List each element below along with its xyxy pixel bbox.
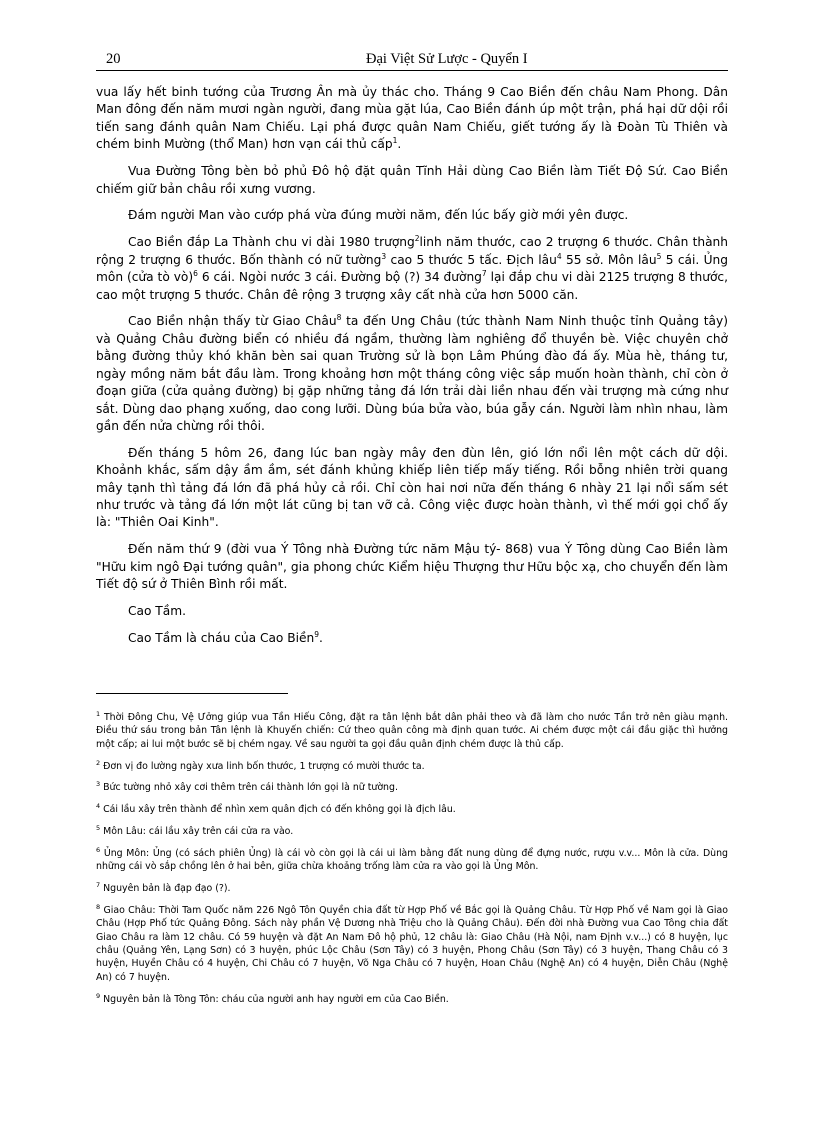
paragraph-7: Đến năm thứ 9 (đời vua Ý Tông nhà Đường tức năm Mậu tý- 868) vua Ý Tông dùng Cao Biền làm "Hữu kim ngô Đại tướng quân", gia phong chức Kiểm hiệu Thượng thư Hữu bộc xạ, cho chuyển đến làm Tiết độ sứ ở Thiên Bình rồi mất. (96, 542, 728, 592)
paragraph-1: vua lấy hết binh tướng của Trương Ân mà ủy thác cho. Tháng 9 Cao Biền đến châu Nam Phong. Dân Man đông đến năm mươi ngàn người, đang mùa gặt lúa, Cao Biền đánh úp một trận, phá hại dữ dội rồi tiến sang đánh quân Nam Chiếu. Lại phá được quân Nam Chiếu, giết tướng ấy là Đoàn Tù Thiên và chém binh Mường (thổ Man) hơn vạn cái thủ cấp$^1$. (96, 85, 728, 152)
footnote-7: $^7$ Nguyên bản là đạp đạo (?). (96, 880, 231, 894)
footnotes (96, 711, 728, 1014)
footnote-2: $^2$ Đơn vị đo lường ngày xưa linh bốn thước, 1 trượng có mười thước ta. (96, 758, 425, 772)
footnote-6: $^6$ Ủng Môn: Ủng (có sách phiên Ủng) là cái vò còn gọi là cái ui làm bằng đất nung dùng để đựng nước, rượu v.v... Môn là cửa. Dùng những cái vò sắp chồng lên ở hai bên, giữa chừa khoảng trống làm cửa ra vào gọi là Ủng Môn. (96, 845, 729, 873)
footnote-4: $^4$ Cái lầu xây trên thành để nhìn xem quân địch có đến không gọi là địch lâu. (96, 802, 456, 816)
footnote-9: $^9$ Nguyên bản là Tòng Tôn: cháu của người anh hay người em của Cao Biền. (96, 991, 449, 1005)
paragraph-5: Cao Biền nhận thấy từ Giao Châu$^8$ ta đến Ung Châu (tức thành Nam Ninh thuộc tỉnh Quảng tây) và Quảng Châu đường biển có nhiều đá ngầm, thường làm nghiêng đổ thuyền bè. Việc chuyên chở bằng đường thủy khó khăn bèn sai quan Trường sử là bọn Lâm Phúng đào đá ấy. Mùa hè, tháng tư, ngày mồng năm bắt đầu làm. Trong khoảng hơn một tháng công việc sắp muốn hoàn thành, chỉ còn ở đoạn giữa (cửa quảng đường) bị gặp những tảng đá lớn trải dài liền nhau đến vài trượng mà cứng như sắt. Dùng dao phạng xuống, dao cong lưỡi. Dùng búa bửa vào, búa gẫy cán. Người làm nhìn nhau, làm gần đến nửa chừng rồi thôi. (96, 313, 728, 433)
page-number: 20 (106, 51, 121, 67)
footnote-ref-2[interactable]: 2 (414, 234, 420, 244)
footnote-ref-7[interactable]: 7 (481, 269, 487, 279)
paragraph-6: Đến tháng 5 hôm 26, đang lúc ban ngày mây đen đùn lên, gió lớn nổi lên một cách dữ dội. Khoảnh khắc, sấm dậy ầm ầm, sét đánh khủng khiếp liên tiếp mấy tiếng. Rồi bỗng nhiên trời quang mây tạnh thì tảng đá lớn đã phá hủy cả rồi. Chỉ còn hai nơi nữa đến tháng 6 nhày 21 lại nổi sấm sét như trước và tảng đá lớn một lát cũng bị tan vỡ cả. Công việc được hoàn thành, vì thế mới gọi chổ ấy là: "Thiên Oai Kinh". (96, 445, 728, 530)
page-header (96, 51, 728, 71)
footnote-ref-4[interactable]: 4 (556, 251, 562, 261)
footnote-ref-3[interactable]: 3 (381, 251, 387, 261)
paragraph-3: Đám người Man vào cướp phá vừa đúng mười năm, đến lúc bấy giờ mới yên được. (128, 208, 629, 223)
footnote-ref-8[interactable]: 8 (336, 313, 342, 323)
paragraph-4: Cao Biền đắp La Thành chu vi dài 1980 trượng$^2$linh năm thước, cao 2 trượng 6 thước. Chân thành rộng 2 trượng 6 thước. Bốn thành có nữ tường$^3$ cao 5 thước 5 tấc. Địch lâu$^4$ 55 sở. Môn lâu$^5$ 5 cái. Ủng môn (cửa tò vò)$^6$ 6 cái. Ngòi nước 3 cái. Đường bộ (?) 34 đường$^7$ lại đắp chu vi dài 2125 trượng 8 thước, cao một trượng 5 thước. Chân đê rộng 3 trượng xây cất nhà cửa hơn 5000 căn. (96, 234, 729, 302)
footnote-separator (96, 693, 288, 694)
header-rule (96, 70, 728, 71)
footnote-5: $^5$ Môn Lâu: cái lầu xây trên cái cửa ra vào. (96, 823, 294, 837)
running-title: Đại Việt Sử Lược - Quyển I (366, 51, 528, 67)
footnote-ref-5[interactable]: 5 (656, 251, 662, 261)
footnote-3: $^3$ Bức tường nhỏ xây cơi thêm trên cái thành lớn gọi là nữ tường. (96, 780, 398, 794)
footnote-8: $^8$ Giao Châu: Thời Tam Quốc năm 226 Ngô Tôn Quyền chia đất từ Hợp Phố về Bắc gọi là Quảng Châu. Từ Hợp Phố về Nam gọi là Giao Châu (Hợp Phố tức Quảng Đông. Sách này phần Vệ Dương nhà Triệu cho là Quảng Châu). Đến đời nhà Đường vua Cao Tông chia đất Giao Châu ra làm 12 châu. Có 59 huyện và đặt An Nam Đô hộ phủ, 12 châu là: Giao Châu (Hà Nội, nam Định v.v...) có 8 huyện, lục châu (Quảng Yên, Lạng Sơn) có 3 huyện, phúc Lộc Châu (Sơn Tây) có 3 huyện, Phong Châu (Sơn Tây) có 3 huyện, Thang Châu có 3 huyện, Huyền Châu có 4 huyện, Chi Châu có 7 huyện, Võ Nga Châu có 7 huyện, Hoan Châu (Nghệ An) có 4 huyện, Diễn Châu (Nghệ An) có 7 huyện. (96, 902, 728, 983)
footnote-1: $^1$ Thời Đông Chu, Vệ Ưởng giúp vua Tần Hiếu Công, đặt ra tân lệnh bắt dân phải theo và đã làm cho nước Tần trở nên giàu mạnh. Điều thứ sáu trong bản Tân lệnh là Khuyến chiến: Cứ theo quân công mà định quan tước. Ai chém được một cái đầu giặc thì hưởng một cấp; ai lui một bước sẽ bị chém ngay. Về sau người ta gọi đầu quân định chém được là thủ cấp. (96, 709, 728, 750)
paragraph-9: Cao Tầm là cháu của Cao Biền$^9$. (128, 629, 323, 645)
footnote-ref-1[interactable]: 1 (392, 136, 398, 146)
paragraph-8: Cao Tầm. (128, 604, 186, 619)
paragraph-2: Vua Đường Tông bèn bỏ phủ Đô hộ đặt quân Tĩnh Hải dùng Cao Biền làm Tiết Độ Sứ. Cao Biền chiếm giữ bản châu rồi xưng vương. (96, 164, 728, 196)
footnote-ref-9[interactable]: 9 (314, 629, 320, 639)
footnote-ref-6[interactable]: 6 (193, 269, 198, 279)
main-text (96, 84, 728, 657)
